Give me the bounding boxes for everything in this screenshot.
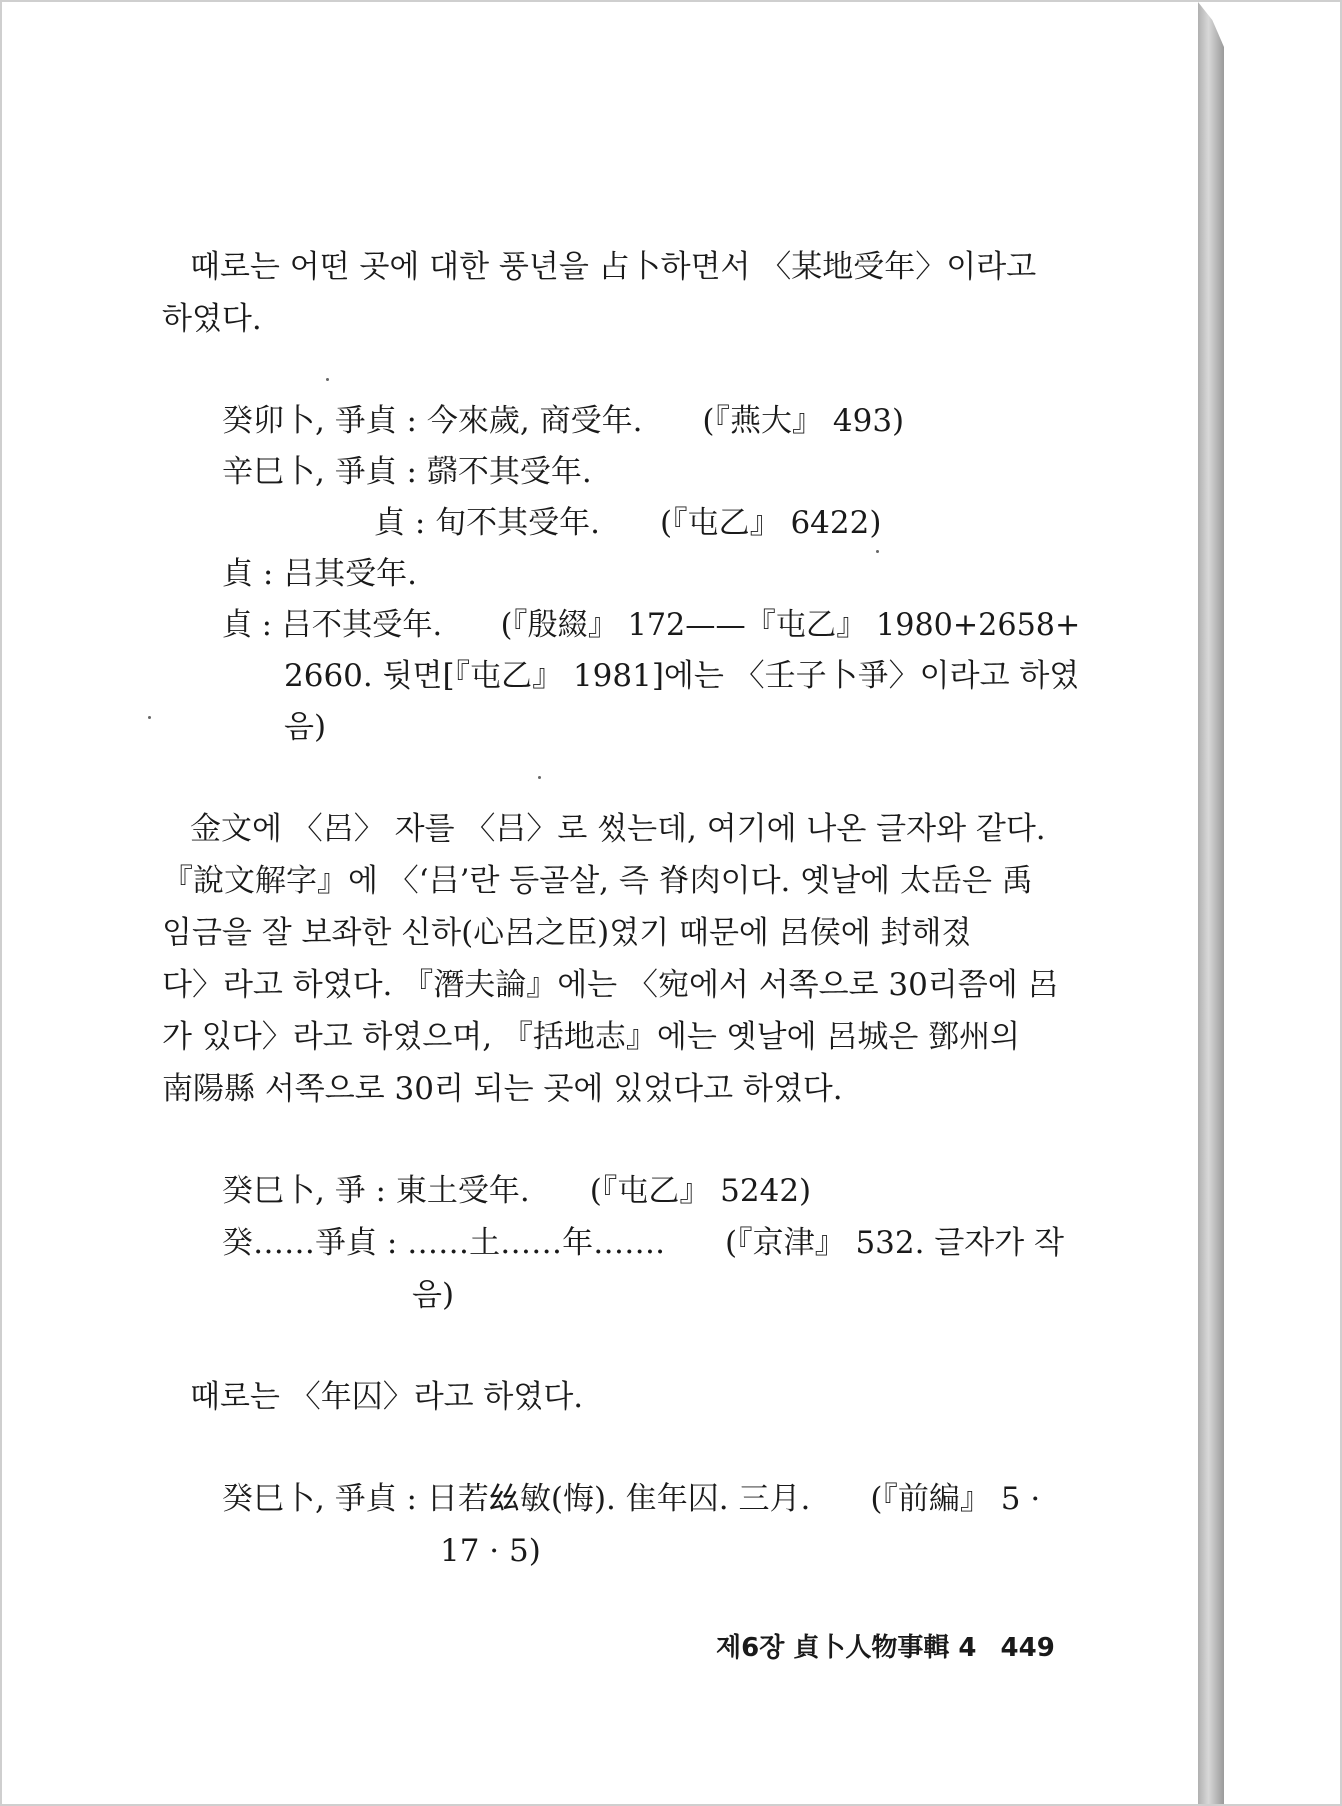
intro-line-2: 하였다. [162,301,262,337]
scan-speck [538,776,541,779]
page-number: 449 [1000,1633,1055,1663]
scan-speck [326,378,329,381]
inscription-text: 辛巳卜, 爭貞 : 𣫘不其受年. [222,454,592,490]
inscription-citation: (『燕大』 493) [702,403,905,439]
inscription-row [222,402,904,440]
inscription-text: 癸……爭貞 : ……土……年……. [222,1225,666,1261]
inscription-text: 癸卯卜, 爭貞 : 今來歲, 商受年. [222,403,643,439]
paragraph-line: 金文에 〈呂〉 자를 〈吕〉로 썼는데, 여기에 나온 글자와 같다. [190,811,1046,847]
inscription-text: 貞 : 吕其受年. [222,556,418,592]
inscription-row [222,606,1080,644]
inscription-text: 貞 : 吕不其受年. [222,607,443,643]
inscription-row [374,504,881,542]
inscription-row [284,657,1079,695]
paragraph-line: 가 있다〉라고 하였으며, 『括地志』에는 옛날에 呂城은 鄧州의 [162,1019,1021,1055]
background-margin [1224,2,1340,1804]
inscription-citation: (『屯乙』 6422) [660,505,882,541]
inscription-row [222,1172,811,1210]
scan-speck [148,716,151,719]
inscription-citation: (『殷綴』 172——『屯乙』 1980+2658+ [500,607,1081,643]
inscription-citation: (『屯乙』 5242) [589,1173,812,1209]
inscription-row [222,453,592,491]
inscription-text: 17 · 5) [440,1533,541,1569]
inscription-row [440,1532,541,1570]
paragraph-line: 때로는 〈年囚〉라고 하였다. [190,1379,584,1415]
paragraph-line: 다〉라고 하였다. 『潛夫論』에는 〈宛에서 서쪽으로 30리쯤에 呂 [162,967,1059,1003]
inscription-text: 음) [412,1277,455,1313]
inscription-row [284,708,326,746]
inscription-text: 2660. 뒷면[『屯乙』 1981]에는 〈壬子卜爭〉이라고 하였 [284,658,1080,694]
inscription-text: 癸巳卜, 爭貞 : 日若𢆶敏(悔). 隹年囚. 三月. [222,1481,811,1517]
chapter-title: 제6장 貞卜人物事輯 4 [716,1633,977,1663]
inscription-row [412,1276,454,1314]
inscription-row [222,1224,1064,1262]
inscription-row [222,1480,1040,1518]
paragraph-line: 『說文解字』에 〈‘吕’란 등골살, 즉 脊肉이다. 옛날에 太岳은 禹 [162,863,1033,899]
inscription-citation: (『京津』 532. 글자가 작 [725,1225,1064,1261]
page-footer [716,1627,1055,1664]
inscription-citation: (『前編』 5 · [870,1481,1041,1517]
paragraph-line: 임금을 잘 보좌한 신하(心呂之臣)였기 때문에 呂侯에 封해졌 [162,915,972,951]
inscription-row [222,555,417,593]
paragraph-line: 南陽縣 서쪽으로 30리 되는 곳에 있었다고 하였다. [162,1071,843,1107]
inscription-text: 癸巳卜, 爭 : 東土受年. [222,1173,530,1209]
inscription-text: 貞 : 旬不其受年. [374,505,601,541]
inscription-text: 음) [284,709,327,745]
scan-speck [876,550,879,553]
intro-line-1: 때로는 어떤 곳에 대한 풍년을 占卜하면서 〈某地受年〉이라고 [190,249,1037,285]
page-edge-shadow [1198,2,1224,1804]
